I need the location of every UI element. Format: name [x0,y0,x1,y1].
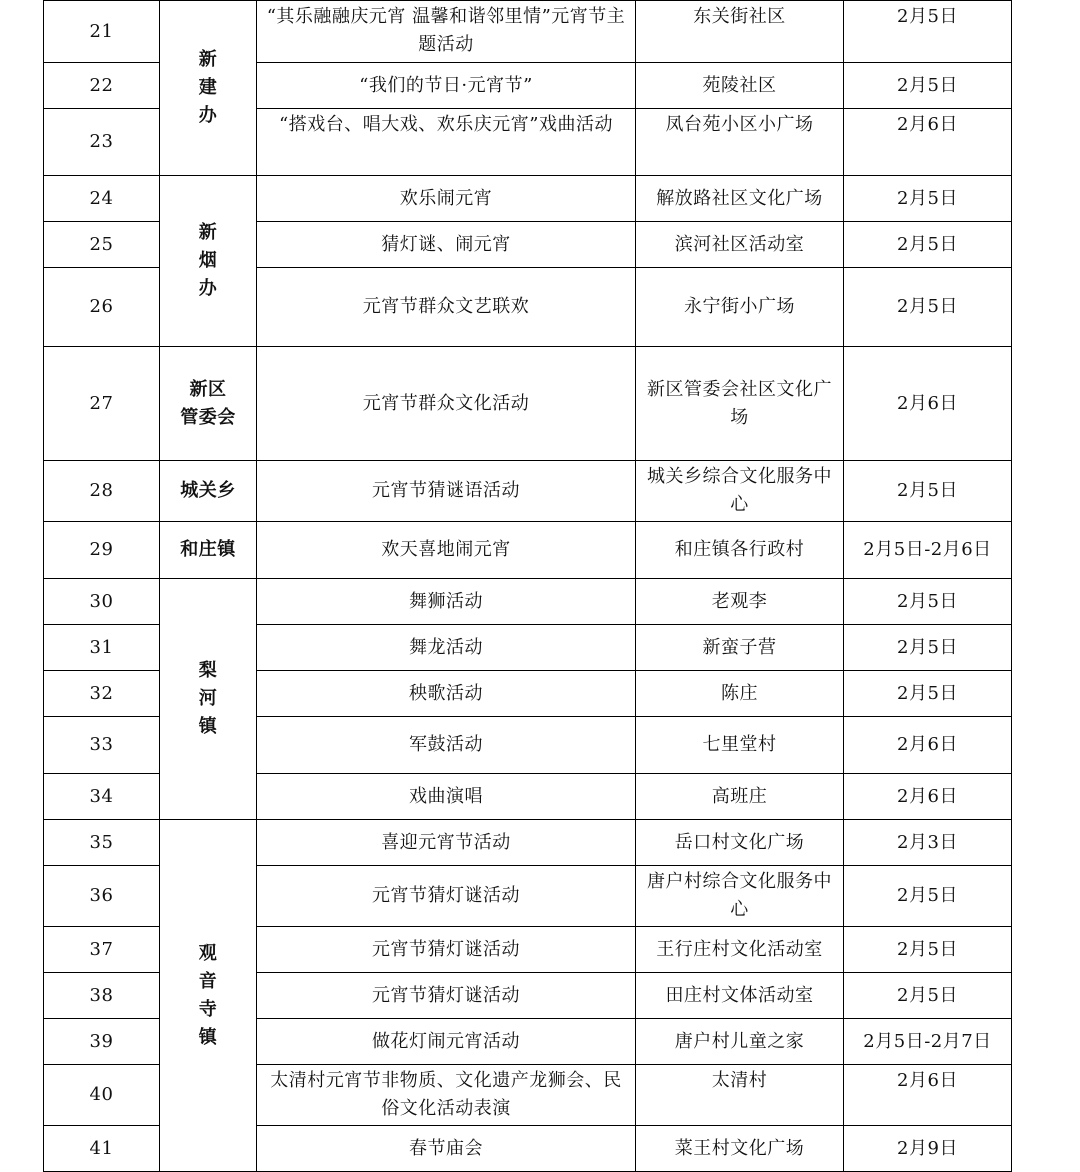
row-number: 25 [44,222,160,268]
row-number: 22 [44,63,160,109]
row-number: 28 [44,461,160,522]
org-chengguanxiang [160,461,257,522]
org-char: 寺 [198,998,218,1020]
location-cell: 永宁街小广场 [636,268,844,347]
org-line: 管委会 [180,406,236,428]
date-cell: 2月6日 [844,347,1012,461]
row-number: 35 [44,820,160,866]
org-char: 新 [198,49,218,70]
org-char: 观 [198,942,218,964]
activity-cell: 戏曲演唱 [257,774,636,820]
date-cell: 2月5日 [844,625,1012,671]
location-cell: 城关乡综合文化服务中心 [636,461,844,522]
location-cell: 王行庄村文化活动室 [636,927,844,973]
location-cell: 陈庄 [636,671,844,717]
table-row [44,522,1012,579]
activity-table [43,0,1012,1172]
org-line: 新区 [189,378,227,400]
activity-cell: 元宵节群众文艺联欢 [257,268,636,347]
activity-cell: 做花灯闹元宵活动 [257,1019,636,1065]
row-number: 41 [44,1126,160,1172]
location-cell: 七里堂村 [636,717,844,774]
activity-cell: 舞龙活动 [257,625,636,671]
org-char: 镇 [198,716,218,737]
activity-cell: 猜灯谜、闹元宵 [257,222,636,268]
row-number: 21 [44,1,160,63]
org-char: 烟 [198,250,218,271]
location-cell: 苑陵社区 [636,63,844,109]
row-number: 39 [44,1019,160,1065]
row-number: 31 [44,625,160,671]
location-cell: 滨河社区活动室 [636,222,844,268]
location-cell: 东关街社区 [636,1,844,63]
location-cell: 新蛮子营 [636,625,844,671]
row-number: 34 [44,774,160,820]
date-cell: 2月5日 [844,1,1012,63]
row-number: 32 [44,671,160,717]
date-cell: 2月5日 [844,461,1012,522]
row-number: 36 [44,866,160,927]
activity-cell: 欢天喜地闹元宵 [257,522,636,579]
org-char: 梨 [198,660,218,681]
date-cell: 2月5日 [844,973,1012,1019]
location-cell: 和庄镇各行政村 [636,522,844,579]
activity-cell: 欢乐闹元宵 [257,176,636,222]
table-row [44,820,1012,866]
org-lihezhen [160,579,257,820]
org-hezhuangzhen [160,522,257,579]
date-cell: 2月5日 [844,927,1012,973]
activity-cell: 太清村元宵节非物质、文化遗产龙狮会、民俗文化活动表演 [257,1065,636,1126]
row-number: 30 [44,579,160,625]
date-cell: 2月3日 [844,820,1012,866]
date-cell: 2月5日 [844,671,1012,717]
table-row [44,347,1012,461]
table-row [44,1,1012,63]
date-cell: 2月5日 [844,63,1012,109]
table-row [44,579,1012,625]
row-number: 26 [44,268,160,347]
location-cell: 唐户村综合文化服务中心 [636,866,844,927]
activity-cell: 元宵节猜灯谜活动 [257,866,636,927]
activity-cell: “我们的节日·元宵节” [257,63,636,109]
org-char: 音 [198,970,218,992]
table-row [44,176,1012,222]
activity-cell: 元宵节群众文化活动 [257,347,636,461]
location-cell: 菜王村文化广场 [636,1126,844,1172]
location-cell: 凤台苑小区小广场 [636,109,844,176]
activity-cell: 元宵节猜谜语活动 [257,461,636,522]
date-cell: 2月5日 [844,222,1012,268]
row-number: 33 [44,717,160,774]
location-cell: 高班庄 [636,774,844,820]
location-cell: 岳口村文化广场 [636,820,844,866]
date-cell: 2月5日 [844,866,1012,927]
location-cell: 老观李 [636,579,844,625]
location-cell: 唐户村儿童之家 [636,1019,844,1065]
row-number: 37 [44,927,160,973]
date-cell: 2月6日 [844,109,1012,176]
date-cell: 2月5日 [844,579,1012,625]
date-cell: 2月9日 [844,1126,1012,1172]
org-char: 新 [198,222,218,243]
org-xinyanban [160,176,257,347]
date-cell: 2月5日-2月7日 [844,1019,1012,1065]
org-char: 办 [198,105,218,126]
activity-cell: 元宵节猜灯谜活动 [257,927,636,973]
table-row [44,461,1012,522]
row-number: 27 [44,347,160,461]
org-xinjianban [160,1,257,176]
org-char: 建 [198,77,218,98]
org-guanyinsizhen [160,820,257,1172]
org-line: 和庄镇 [180,539,236,560]
org-line: 城关乡 [180,480,236,501]
row-number: 24 [44,176,160,222]
date-cell: 2月5日-2月6日 [844,522,1012,579]
row-number: 38 [44,973,160,1019]
location-cell: 田庄村文体活动室 [636,973,844,1019]
org-char: 河 [198,688,218,709]
location-cell: 解放路社区文化广场 [636,176,844,222]
activity-cell: “搭戏台、唱大戏、欢乐庆元宵”戏曲活动 [257,109,636,176]
activity-cell: 春节庙会 [257,1126,636,1172]
org-char: 镇 [198,1026,218,1048]
date-cell: 2月5日 [844,268,1012,347]
row-number: 40 [44,1065,160,1126]
activity-cell: 军鼓活动 [257,717,636,774]
date-cell: 2月6日 [844,1065,1012,1126]
date-cell: 2月5日 [844,176,1012,222]
activity-cell: 元宵节猜灯谜活动 [257,973,636,1019]
activity-cell: “其乐融融庆元宵 温馨和谐邻里情”元宵节主题活动 [257,1,636,63]
org-xinqu-guanweihui [160,347,257,461]
location-cell: 太清村 [636,1065,844,1126]
activity-cell: 舞狮活动 [257,579,636,625]
activity-cell: 秧歌活动 [257,671,636,717]
org-char: 办 [198,278,218,299]
activity-cell: 喜迎元宵节活动 [257,820,636,866]
date-cell: 2月6日 [844,774,1012,820]
row-number: 29 [44,522,160,579]
date-cell: 2月6日 [844,717,1012,774]
location-cell: 新区管委会社区文化广场 [636,347,844,461]
row-number: 23 [44,109,160,176]
